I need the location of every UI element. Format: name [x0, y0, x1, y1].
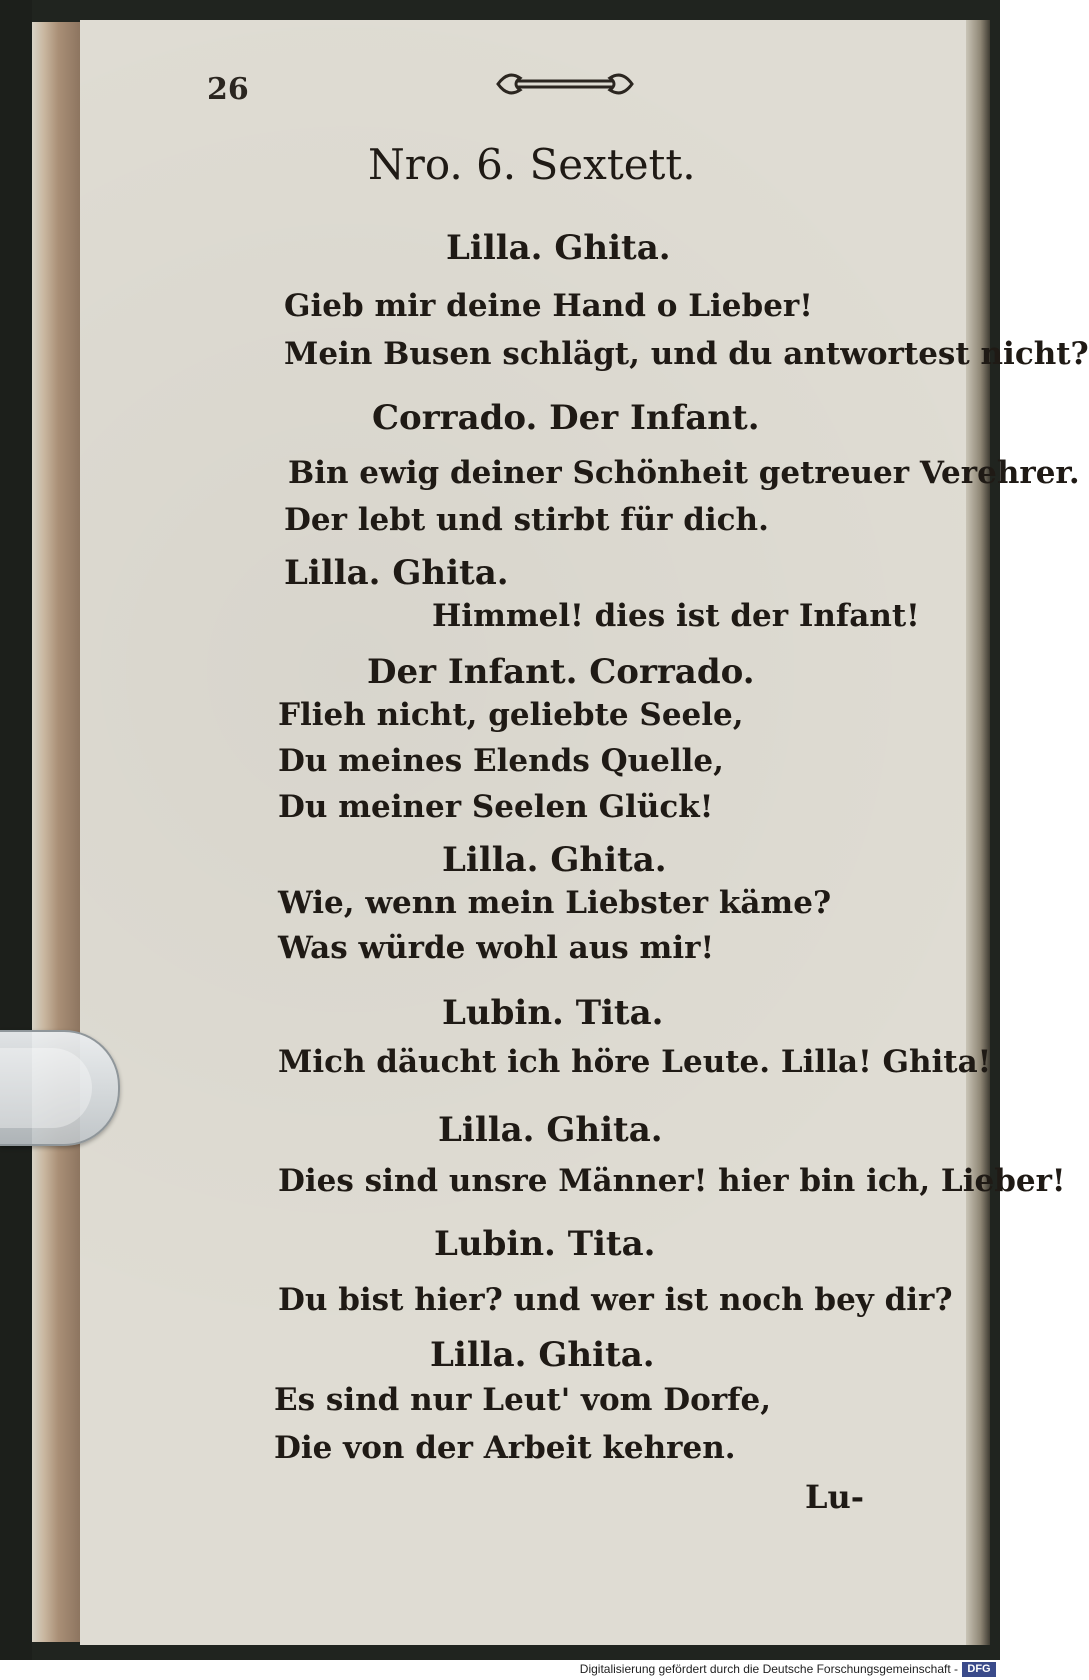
verse-line: Mein Busen schlägt, und du antwortest nicht? — [284, 336, 1089, 372]
speaker-heading: Lilla. Ghita. — [446, 228, 671, 268]
verse-line: Du bist hier? und wer ist noch bey dir? — [278, 1282, 953, 1318]
footer-bar — [0, 1660, 1000, 1680]
page-number: 26 — [207, 72, 249, 107]
verse-line: Du meines Elends Quelle, — [278, 743, 724, 779]
speaker-heading: Der Infant. Corrado. — [367, 652, 755, 692]
verse-line: Flieh nicht, geliebte Seele, — [278, 697, 744, 733]
verse-line: Dies sind unsre Männer! hier bin ich, Lieber! — [278, 1163, 1066, 1199]
ornament-icon — [490, 64, 640, 104]
speaker-heading: Lubin. Tita. — [442, 993, 664, 1033]
footer-credit: Digitalisierung gefördert durch die Deutsche Forschungsgemeinschaft - — [579, 1662, 958, 1676]
scan-background — [0, 0, 32, 1660]
speaker-heading: Lilla. Ghita. — [284, 553, 509, 593]
speaker-heading: Lilla. Ghita. — [430, 1335, 655, 1375]
verse-line: Himmel! dies ist der Infant! — [432, 598, 920, 634]
verse-line: Gieb mir deine Hand o Lieber! — [284, 288, 813, 324]
verse-line: Wie, wenn mein Liebster käme? — [278, 885, 832, 921]
verse-line: Mich däucht ich höre Leute. Lilla! Ghita! — [278, 1044, 992, 1080]
page-title: Nro. 6. Sextett. — [368, 140, 696, 189]
speaker-heading: Lilla. Ghita. — [442, 840, 667, 880]
speaker-heading: Lubin. Tita. — [434, 1224, 656, 1264]
verse-line: Was würde wohl aus mir! — [278, 930, 715, 966]
page-clip — [0, 1030, 120, 1146]
verse-line: Die von der Arbeit kehren. — [274, 1430, 736, 1466]
dfg-logo: DFG — [962, 1662, 996, 1677]
verse-line: Der lebt und stirbt für dich. — [284, 502, 769, 538]
verse-line: Es sind nur Leut' vom Dorfe, — [274, 1382, 771, 1418]
speaker-heading: Corrado. Der Infant. — [372, 398, 760, 438]
catchword: Lu- — [805, 1478, 865, 1516]
page-stack-edge — [32, 22, 80, 1642]
page-right-edge — [966, 20, 990, 1645]
speaker-heading: Lilla. Ghita. — [438, 1110, 663, 1150]
verse-line: Bin ewig deiner Schönheit getreuer Verehrer. — [288, 455, 1080, 491]
verse-line: Du meiner Seelen Glück! — [278, 789, 714, 825]
